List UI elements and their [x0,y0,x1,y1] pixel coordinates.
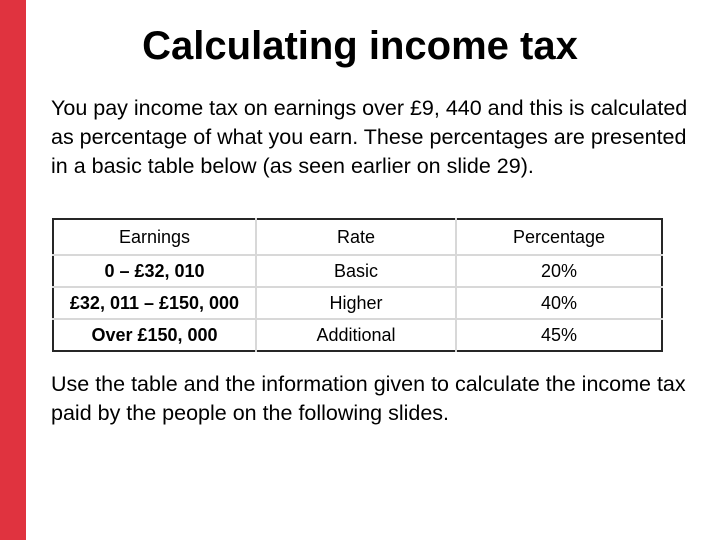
cell-earnings: £32, 011 – £150, 000 [53,287,256,319]
header-rate: Rate [256,219,456,255]
accent-sidebar [0,0,26,540]
header-earnings: Earnings [53,219,256,255]
slide-title: Calculating income tax [142,24,578,68]
table-row [53,287,662,319]
table-header-row [53,219,662,255]
cell-percentage: 20% [456,255,662,287]
cell-rate: Basic [256,255,456,287]
intro-paragraph: You pay income tax on earnings over £9, 440 and this is calculated as percentage of what you earn. These percentages are presented in a basic table below (as seen earlier on slide 29). [51,96,688,178]
tax-rates-table [52,218,663,352]
cell-percentage: 40% [456,287,662,319]
table-row [53,319,662,351]
instructions-paragraph: Use the table and the information given to calculate the income tax paid by the people on the following slides. [51,372,686,425]
header-percentage: Percentage [456,219,662,255]
table-row [53,255,662,287]
cell-rate: Additional [256,319,456,351]
cell-rate: Higher [256,287,456,319]
cell-earnings: 0 – £32, 010 [53,255,256,287]
cell-percentage: 45% [456,319,662,351]
cell-earnings: Over £150, 000 [91,324,218,345]
